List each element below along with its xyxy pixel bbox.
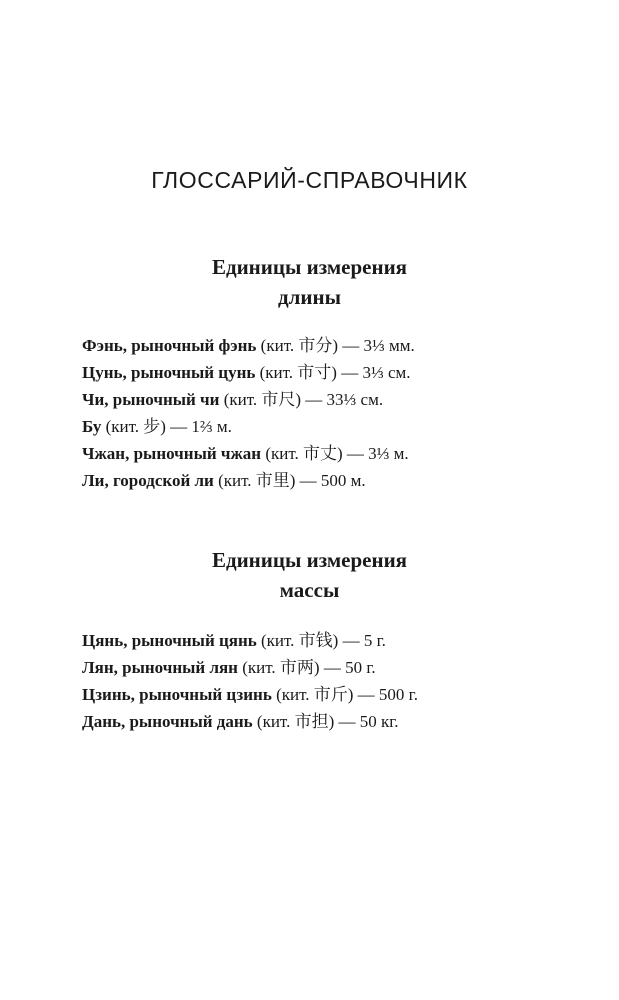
entry-detail: (кит. 市尺) — 33⅓ см.: [219, 390, 384, 409]
entry-term: Фэнь, рыночный фэнь: [82, 336, 257, 355]
entry-term: Бу: [82, 417, 102, 436]
entry-term: Чи, рыночный чи: [82, 390, 220, 409]
section-heading-line: Единицы измерения: [211, 255, 408, 279]
entry-detail: (кит. 市分) — 3⅓ мм.: [256, 336, 415, 355]
section-heading-length: [0, 252, 619, 312]
glossary-entry: [82, 359, 582, 386]
entry-term: Ли, городской ли: [82, 471, 214, 490]
entry-term: Лян, рыночный лян: [82, 658, 238, 677]
page-title: ГЛОССАРИЙ-СПРАВОЧНИК: [151, 167, 468, 193]
glossary-entry: [82, 413, 582, 440]
entry-detail: (кит. 市丈) — 3⅓ м.: [261, 444, 409, 463]
glossary-entry: [82, 708, 582, 735]
entry-detail: (кит. 步) — 1⅔ м.: [101, 417, 232, 436]
entry-detail: (кит. 市担) — 50 кг.: [252, 712, 399, 731]
glossary-entry: [82, 654, 582, 681]
section-heading-line: Единицы измерения: [211, 548, 408, 572]
entry-detail: (кит. 市钱) — 5 г.: [256, 631, 386, 650]
entry-detail: (кит. 市寸) — 3⅓ см.: [255, 363, 411, 382]
glossary-entry: [82, 332, 582, 359]
glossary-entry: [82, 467, 582, 494]
entry-detail: (кит. 市里) — 500 м.: [213, 471, 366, 490]
entry-term: Цзинь, рыночный цзинь: [82, 685, 272, 704]
length-units-list: [82, 332, 582, 494]
entry-term: Чжан, рыночный чжан: [82, 444, 262, 463]
mass-units-list: [82, 627, 582, 735]
entry-term: Дань, рыночный дань: [82, 712, 253, 731]
glossary-entry: [82, 386, 582, 413]
section-heading-line: массы: [279, 578, 340, 602]
entry-detail: (кит. 市斤) — 500 г.: [271, 685, 418, 704]
glossary-entry: [82, 440, 582, 467]
entry-term: Цунь, рыночный цунь: [82, 363, 256, 382]
entry-term: Цянь, рыночный цянь: [82, 631, 257, 650]
glossary-entry: [82, 681, 582, 708]
section-heading-line: длины: [278, 285, 341, 309]
entry-detail: (кит. 市两) — 50 г.: [237, 658, 376, 677]
section-heading-mass: [0, 545, 619, 605]
glossary-entry: [82, 627, 582, 654]
